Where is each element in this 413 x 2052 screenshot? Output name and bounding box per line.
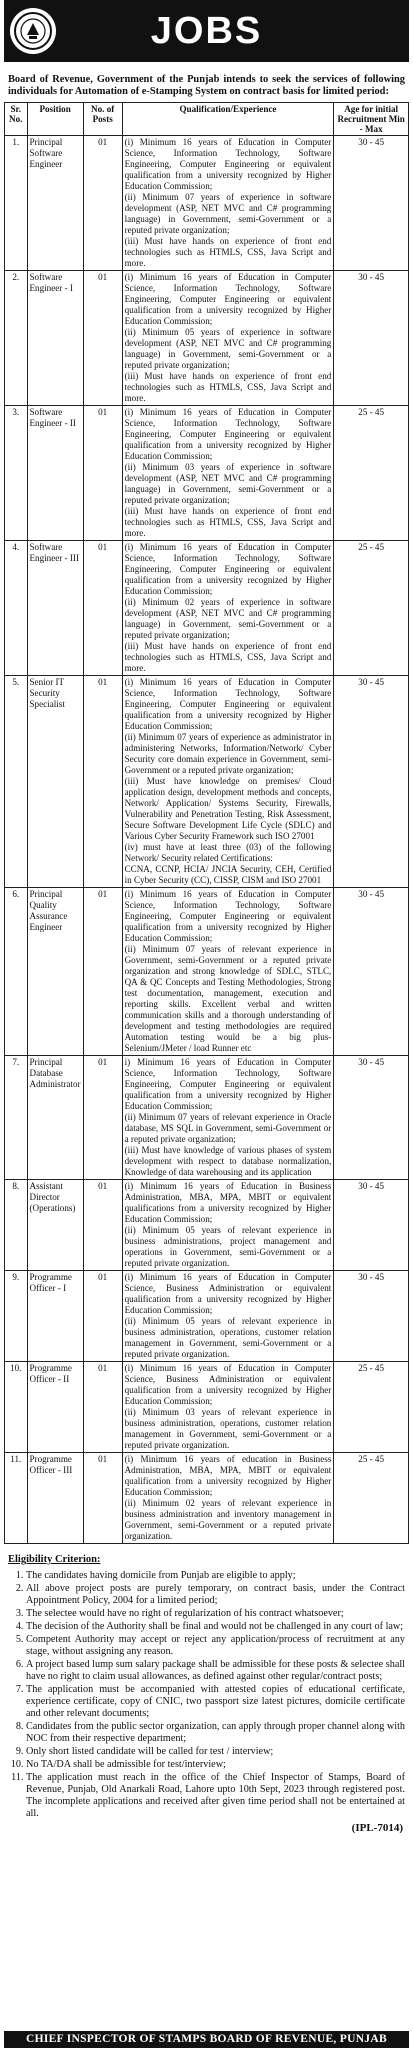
eligibility-criterion <box>8 1554 405 1820</box>
qualification-line: (iii) Must have hands on experience of front end technologies such as HTMLS, CSS, Java Script and more. <box>124 371 332 403</box>
cell-age: 30 - 45 <box>334 888 409 1056</box>
table-row <box>5 271 409 406</box>
cell-position: Programme Officer - II <box>27 1362 83 1453</box>
qualification-line: (iii) Must have hands on experience of front end technologies such as HTMLS, CSS, Java Script and more. <box>124 506 332 538</box>
criterion-list <box>8 1570 405 1820</box>
header-age: Age for initial Recruitment Min - Max <box>334 103 409 136</box>
cell-sr-no: 6. <box>5 888 28 1056</box>
cell-age: 30 - 45 <box>334 136 409 271</box>
cell-posts: 01 <box>83 136 122 271</box>
qualification-line: (iii) Must have knowledge on premises/ Cloud application design, development methods and concepts, Network/ Application/ Systems Security, Firewalls, Vulnerability and Penetration Testing, Risk Assessment, Secure Software Development Life Cycle (SDLC) and Various Cyber Security Framework such ISO 27001 <box>124 776 332 841</box>
cell-qualification <box>122 1271 334 1362</box>
cell-sr-no: 2. <box>5 271 28 406</box>
header-qualification: Qualification/Experience <box>122 103 334 136</box>
criterion-item: 1. The candidates having domicile from Punjab are eligible to apply; <box>26 1570 405 1582</box>
intro-paragraph: Board of Revenue, Government of the Punjab intends to seek the services of following individuals for Automation of e-Stamping System on contract basis for limited period: <box>8 74 405 97</box>
header-position: Position <box>27 103 83 136</box>
qualification-line: (i) Minimum 16 years of Education in Computer Science, Information Technology, Software Engineering, Computer Engineering or equivalent qualification from a university recognized by Higher Education Commission; <box>124 407 332 461</box>
table-row <box>5 1362 409 1453</box>
qualification-line: (i) Minimum 16 years of Education in Business Administration, MBA, MPA, MBIT or equivalent qualifications from a university recognized by Higher Education Commission; <box>124 1181 332 1224</box>
cell-qualification <box>122 1453 334 1544</box>
cell-position: Principal Quality Assurance Engineer <box>27 888 83 1056</box>
cell-sr-no: 1. <box>5 136 28 271</box>
qualification-line: (i) Minimum 16 years of Education in Computer Science, Business Administration or equivalent qualification from a university recognized by Higher Education Commission; <box>124 1272 332 1315</box>
cell-position: Programme Officer - III <box>27 1453 83 1544</box>
criterion-item: 9. Only short listed candidate will be called for test / interview; <box>26 1746 405 1758</box>
cell-posts: 01 <box>83 271 122 406</box>
cell-qualification <box>122 406 334 541</box>
cell-position: Software Engineer - II <box>27 406 83 541</box>
criterion-item: 11. The application must reach in the office of the Chief Inspector of Stamps, Board of Revenue, Punjab, Old Anarkali Road, Lahore upto 10th Sept, 2023 through registered post. The incomplete applications and received after given time period shall not be entertained at all. <box>26 1772 405 1820</box>
cell-age: 30 - 45 <box>334 1180 409 1271</box>
criterion-item: 10. No TA/DA shall be admissible for test/interview; <box>26 1759 405 1771</box>
cell-age: 25 - 45 <box>334 406 409 541</box>
qualification-line: (ii) Minimum 02 years of relevant experience in business administration and inventory management in Government, semi-Government or a reputed private organization. <box>124 1498 332 1541</box>
cell-posts: 01 <box>83 1362 122 1453</box>
cell-age: 25 - 45 <box>334 1362 409 1453</box>
cell-position: Programme Officer - I <box>27 1271 83 1362</box>
cell-sr-no: 7. <box>5 1056 28 1180</box>
table-row <box>5 1453 409 1544</box>
cell-age: 30 - 45 <box>334 1271 409 1362</box>
cell-qualification <box>122 271 334 406</box>
criterion-item: 2. All above project posts are purely temporary, on contract basis, under the Contract Appointment Policy, 2004 for a limited period; <box>26 1583 405 1607</box>
cell-posts: 01 <box>83 406 122 541</box>
cell-sr-no: 8. <box>5 1180 28 1271</box>
criterion-item: 3. The selectee would have no right of regularization of his contract whatsoever; <box>26 1608 405 1620</box>
cell-qualification <box>122 1180 334 1271</box>
table-row <box>5 136 409 271</box>
footer-bar: CHIEF INSPECTOR OF STAMPS BOARD OF REVENUE, PUNJAB <box>4 2031 409 2048</box>
qualification-line: (ii) Minimum 03 years of relevant experience in business administration, operations, customer relation management in Government, semi-Government or a reputed private organization. <box>124 1407 332 1450</box>
cell-posts: 01 <box>83 1180 122 1271</box>
cell-qualification <box>122 541 334 676</box>
cell-age: 25 - 45 <box>334 541 409 676</box>
qualification-line: (i) Minimum 16 years of Education in Computer Science, Business Administration or equivalent qualification from a university recognized by Higher Education Commission; <box>124 1363 332 1406</box>
qualification-line: (i) Minimum 16 years of Education in Computer Science, Information Technology, Software Engineering, Computer Engineering or equivalent qualification from a university recognized by Higher Education Commission; <box>124 889 332 943</box>
cell-sr-no: 5. <box>5 676 28 888</box>
qualification-line: (ii) Minimum 07 years of experience in software development (ASP, NET MVC and C# programming language) in Government, semi-Government or a reputed private organization; <box>124 192 332 235</box>
qualification-line: (ii) Minimum 07 years of experience as administrator in administering Networks, Information/Network/ Cyber Security core domain experience in Government, semi-Government or a reputed private organization; <box>124 732 332 775</box>
cell-qualification <box>122 888 334 1056</box>
qualification-line: (ii) Minimum 05 years of relevant experience in business administration, operations, customer relation management in Government, semi-Government or a reputed private organization. <box>124 1316 332 1359</box>
cell-age: 30 - 45 <box>334 1056 409 1180</box>
qualification-line: i) Minimum 16 years of Education in Computer Science, Information Technology, Software Engineering, Computer Engineering or equivalent qualification from a university recognized by Higher Education Commission; <box>124 1057 332 1111</box>
cell-qualification <box>122 1362 334 1453</box>
cell-age: 25 - 45 <box>334 1453 409 1544</box>
table-row <box>5 1056 409 1180</box>
qualification-line: (i) Minimum 16 years of Education in Computer Science, Information Technology, Software Engineering, Computer Engineering or equivalent qualification from a university recognized by Higher Education Commission; <box>124 542 332 596</box>
qualification-line: (iii) Must have knowledge of various phases of system development with respect to database normalization, Knowledge of data warehousing and its application <box>124 1145 332 1177</box>
table-row <box>5 406 409 541</box>
cell-posts: 01 <box>83 676 122 888</box>
table-row <box>5 676 409 888</box>
header-banner <box>4 0 409 62</box>
criterion-title: Eligibility Criterion: <box>8 1554 101 1565</box>
qualification-line: (i) Minimum 16 years of education in Business Administration, MBA, MPA, MBIT or equivalent qualification from a university recognized by Higher Education Commission; <box>124 1454 332 1497</box>
qualification-line: (iii) Must have hands on experience of front end technologies such as HTMLS, CSS, Java Script and more. <box>124 641 332 673</box>
cell-age: 30 - 45 <box>334 676 409 888</box>
table-row <box>5 1271 409 1362</box>
table-row <box>5 541 409 676</box>
cell-sr-no: 4. <box>5 541 28 676</box>
cell-sr-no: 3. <box>5 406 28 541</box>
cell-position: Software Engineer - I <box>27 271 83 406</box>
table-header-row <box>5 103 409 136</box>
cell-sr-no: 11. <box>5 1453 28 1544</box>
cell-age: 30 - 45 <box>334 271 409 406</box>
criterion-item: 8. Candidates from the public sector organization, can apply through proper channel along with NOC from their respective department; <box>26 1721 405 1745</box>
cell-posts: 01 <box>83 1453 122 1544</box>
table-row <box>5 888 409 1056</box>
qualification-line: (iii) Must have hands on experience of front end technologies such as HTMLS, CSS, Java Script and more. <box>124 236 332 268</box>
cell-posts: 01 <box>83 1056 122 1180</box>
positions-table <box>4 102 409 1544</box>
table-row <box>5 1180 409 1271</box>
cell-position: Software Engineer - III <box>27 541 83 676</box>
cell-sr-no: 10. <box>5 1362 28 1453</box>
qualification-line: (ii) Minimum 07 years of relevant experience in Oracle database, MS SQL in Government, semi-Government or a reputed private organization; <box>124 1112 332 1144</box>
criterion-item: 7. The application must be accompanied with attested copies of educational certificate, experience certificate, copy of CNIC, two passport size latest pictures, domicile certificate and other relevant documents; <box>26 1684 405 1720</box>
cell-posts: 01 <box>83 888 122 1056</box>
cell-position: Assistant Director (Operations) <box>27 1180 83 1271</box>
qualification-line: (i) Minimum 16 years of Education in Computer Science, Information Technology, Software Engineering, Computer Engineering or equivalent qualification from a university recognized by Higher Education Commission; <box>124 677 332 731</box>
header-posts: No. of Posts <box>83 103 122 136</box>
qualification-line: (ii) Minimum 02 years of experience in software development (ASP, NET MVC and C# programming language) in Government, semi-Government or a reputed private organization; <box>124 597 332 640</box>
qualification-line: CCNA, CCNP, HCIA/ JNCIA Security, CEH, Certified in Cyber Security (CC), CISSP, CISM and ISO 27001 <box>124 864 332 885</box>
qualification-line: (i) Minimum 16 years of Education in Computer Science, Information Technology, Software Engineering, Computer Engineering or equivalent qualification from a university recognized by Higher Education Commission; <box>124 272 332 326</box>
cell-qualification <box>122 676 334 888</box>
qualification-line: (i) Minimum 16 years of Education in Computer Science, Information Technology, Software Engineering, Computer Engineering or equivalent qualification from a university recognized by Higher Education Commission; <box>124 137 332 191</box>
qualification-line: (ii) Minimum 07 years of relevant experience in Government, semi-Government or a reputed private organization and strong knowledge of SDLC, STLC, QA & QC Concepts and Testing Methodologies, Strong test documentation, management, execution and reporting skills. Excellent verbal and written communication skills and a thorough understanding of development and testing methodologies are required Automation testing would be a big plus-Selenium/JMeter / load Runner etc <box>124 944 332 1053</box>
cell-position: Principal Software Engineer <box>27 136 83 271</box>
cell-qualification <box>122 1056 334 1180</box>
qualification-line: (ii) Minimum 05 years of experience in software development (ASP, NET MVC and C# programming language) in Government, semi-Government or a reputed private organization; <box>124 327 332 370</box>
criterion-item: 5. Competent Authority may accept or reject any application/process of recruitment at any stage, without assigning any reason. <box>26 1634 405 1658</box>
criterion-item: 6. A project based lump sum salary package shall be admissible for these posts & selectee shall have no right to claim usual allowances, as defined against other regular/contract posts; <box>26 1659 405 1683</box>
qualification-line: (ii) Minimum 05 years of relevant experience in business administrations, project management and operations in Government, semi-Government or a reputed private organization. <box>124 1225 332 1268</box>
qualification-line: (iv) must have at least three (03) of the following Network/ Security related Certifications: <box>124 842 332 863</box>
page-title: JOBS <box>150 9 263 52</box>
cell-posts: 01 <box>83 541 122 676</box>
cell-qualification <box>122 136 334 271</box>
criterion-item: 4. The decision of the Authority shall be final and would not be challenged in any court of law; <box>26 1621 405 1633</box>
qualification-line: (ii) Minimum 03 years of experience in software development (ASP, NET MVC and C# programming language) in Government, semi-Government or a reputed private organization; <box>124 462 332 505</box>
cell-sr-no: 9. <box>5 1271 28 1362</box>
cell-position: Principal Database Administrator <box>27 1056 83 1180</box>
cell-posts: 01 <box>83 1271 122 1362</box>
cell-position: Senior IT Security Specialist <box>27 676 83 888</box>
reference-code: (IPL-7014) <box>351 1822 403 1834</box>
header-sr-no: Sr. No. <box>5 103 28 136</box>
